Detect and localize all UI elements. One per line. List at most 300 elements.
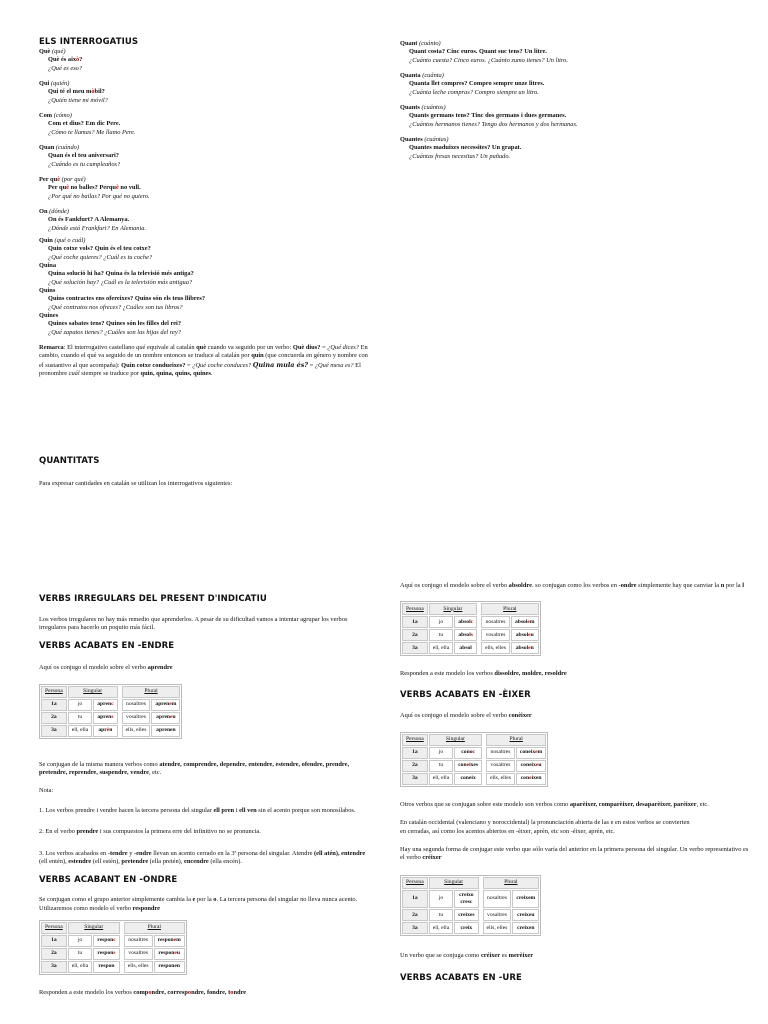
cell-sing-verb	[93, 712, 117, 724]
cell-gap	[480, 890, 482, 909]
verb-ending: è	[106, 727, 110, 734]
interrog-trans: (cuándo)	[55, 144, 79, 151]
endre-nota: Nota:	[39, 786, 54, 794]
cell-plur-pron: vosaltres	[122, 712, 151, 724]
quant-heading	[400, 104, 750, 112]
cell-sing-verb	[454, 747, 482, 759]
quant-es: ¿Cuánta leche compras? Compro siempre un litro.	[409, 88, 539, 96]
quant-es: ¿Cuántos hermanos tienes? Tengo dos hermanos y dos hermanas.	[409, 120, 578, 128]
perque-trans: (por qué)	[61, 175, 86, 183]
verb-ending: c	[470, 618, 474, 625]
th-persona: Persona	[402, 603, 428, 615]
oldre-resp	[400, 670, 750, 678]
on-word: On	[39, 207, 48, 215]
verb-stem: cono	[461, 749, 473, 756]
irreg-text: Los verbos irregulares no hay más remedio que aprenderlos. A pesar de su dificultad vamos a intentar agrupar los verbos irregulares para hacerlo un poquito más fácil.	[39, 616, 348, 632]
quant-es: ¿Cuánto cuesta? Cinco euros. ¿Cuánto zumo tienes? Un litro.	[409, 56, 568, 64]
quant-item	[400, 40, 750, 65]
on-es: ¿Dónde está Frankfurt? En Alemania.	[48, 224, 147, 232]
cell-sing-pron: jo	[68, 935, 92, 947]
n3-m3: (ell entén),	[39, 858, 69, 866]
cell-plur-verb	[512, 890, 539, 909]
oldre-i4: -ondre	[618, 582, 637, 589]
th-persona: Persona	[41, 922, 67, 934]
cell-person: 2a	[402, 629, 428, 641]
creixer-table-wrap	[400, 875, 750, 937]
cell-plur-pron: vosaltres	[124, 948, 153, 960]
endre-after-pre: Se conjugan de la misma manera verbos como	[39, 761, 160, 769]
ondre-resp	[39, 989, 369, 997]
cell-plur-verb	[516, 773, 546, 785]
ondre-r7: ndre	[233, 989, 247, 997]
cell-gap	[478, 629, 480, 641]
verb-stem: absol	[458, 631, 471, 638]
endre-note-2	[39, 828, 369, 836]
cell-plur-pron: nosaltres	[122, 699, 151, 711]
on-trans: (dónde)	[49, 207, 70, 215]
verb-ending: s	[111, 714, 114, 721]
remark-t10: quin	[251, 352, 264, 360]
cell-sing-verb	[93, 725, 117, 737]
n3-post: (ella encén).	[208, 858, 242, 866]
verb-ending: s	[113, 950, 116, 957]
interrog-item	[39, 48, 369, 73]
interrog-cat-post: ?	[79, 56, 83, 64]
quin-word: Quines	[39, 311, 59, 319]
cell-person: 2a	[41, 712, 67, 724]
n1-b: ell pren	[213, 807, 235, 815]
verb-stem: absol	[515, 631, 529, 638]
cell-plur-verb	[511, 629, 539, 641]
th-singular: Singular	[429, 877, 479, 889]
verb-stem: absol	[514, 618, 528, 625]
eixer-table	[400, 732, 548, 787]
cell-person: 2a	[402, 909, 428, 921]
verb-stem: respon	[97, 950, 114, 957]
n2-pre: 2. En el verbo	[39, 828, 77, 836]
cell-sing-pron: ell, ella	[68, 961, 92, 973]
endre-intro-verb: aprendre	[147, 663, 173, 671]
verb-stem: apr	[98, 727, 107, 734]
n3-f: encendre	[184, 858, 209, 866]
cell-sing-pron: tu	[68, 712, 92, 724]
interrog-es: ¿Cuándo es tu cumpleaños?	[48, 160, 121, 168]
endre-after	[39, 761, 369, 778]
remark-t3: equivale al catalán	[145, 343, 197, 351]
th-persona: Persona	[402, 734, 428, 746]
interrog-cat-hl: ò	[91, 88, 95, 96]
verb-stem: absol	[459, 644, 472, 651]
quant-cat: Quants germans tens? Tinc dos germans i dues germanes.	[409, 112, 567, 120]
interrog-word: Què	[39, 48, 51, 56]
verb-tail: m	[537, 749, 543, 756]
remark-t16: =	[308, 361, 315, 369]
cell-person: 2a	[402, 760, 428, 772]
cell-person: 1a	[402, 890, 428, 909]
cell-plur-pron: nosaltres	[481, 616, 510, 628]
cell-sing-verb	[454, 773, 482, 785]
interrog-title: ELS INTERROGATIUS	[39, 37, 139, 47]
n3-pre: 3. Los verbos acabados en	[39, 849, 108, 857]
th-gap	[480, 877, 482, 889]
cell-plur-pron: nosaltres	[124, 935, 153, 947]
remark-t11: (que concuerda en género y nombre con el sustantivo al que acompaña):	[39, 352, 368, 369]
quant-cat: Quantes maduixes necessites? Un grapat.	[409, 144, 522, 152]
verb-stem: coneix	[519, 749, 536, 756]
interrog-word: Qui	[39, 80, 50, 88]
verb-tail: n	[530, 644, 534, 651]
verb-stem: aprenen	[156, 727, 176, 734]
cell-sing-verb	[454, 922, 478, 934]
verb-ending: e	[535, 749, 538, 756]
quant-trans: (cuántas)	[424, 135, 449, 143]
table-row	[402, 629, 539, 641]
cell-plur-verb	[151, 699, 180, 711]
eixer-l4: merèixer	[508, 952, 534, 960]
th-persona: Persona	[41, 686, 67, 698]
verb-tail: m	[176, 937, 181, 944]
table-row	[402, 760, 546, 772]
interrog-heading	[39, 48, 369, 56]
remark-t21: quin, quina, quins, quines	[140, 369, 211, 377]
interrog-cat-pre: Com et dius? Em dic Pere.	[48, 120, 121, 128]
interrog-es: ¿Cómo te llamas? Me llamo Pere.	[48, 128, 136, 136]
th-singular: Singular	[429, 734, 482, 746]
ondre-resp-pre: Responden a este modelo los verbos	[39, 989, 134, 997]
verb-stem: apren	[97, 714, 112, 721]
cell-plur-verb	[151, 725, 180, 737]
perque-word: Per qu	[39, 175, 58, 183]
quin-es: ¿Qué zapatos tienes? ¿Cuáles son las hijas del rey?	[48, 328, 181, 336]
eixer-s1: Hay una segunda forma de conjugar este verbo que sólo varía del anterior en la primera persona del singular. Un verbo representativo es el verbo	[400, 846, 749, 862]
ondre-r1: comp	[133, 989, 149, 997]
remark-label: Remarca	[39, 343, 64, 351]
cell-plur-verb	[511, 642, 539, 654]
quin-trans: (qué o cuál)	[54, 236, 86, 244]
cell-sing-pron: ell, ella	[429, 922, 453, 934]
ondre-r6: o	[230, 989, 234, 997]
interrog-es: ¿Quién tiene mi móvil?	[48, 96, 108, 104]
table-row	[41, 725, 180, 737]
perque-es: ¿Por qué no bailas? Por qué no quiero.	[48, 192, 150, 200]
cell-plur-pron: ells, elles	[486, 773, 515, 785]
quin-cat: Quines sabates tens? Quines són les filles del rei?	[48, 320, 182, 328]
perque-cat-a-hl: è	[66, 184, 70, 192]
verb-ending: e	[535, 762, 539, 769]
verb-ending: e	[173, 937, 177, 944]
ondre-t6: respondre	[132, 904, 160, 912]
cell-sing-verb	[454, 909, 478, 921]
table-row	[41, 961, 185, 973]
table-row	[41, 948, 185, 960]
verb-tail: ixen	[531, 775, 542, 782]
verb-tail: n	[109, 727, 113, 734]
quantitats-title: QUANTITATS	[39, 456, 100, 466]
verb-stem: coneix	[520, 762, 536, 769]
th-gap	[483, 734, 485, 746]
n1-pre: 1. Los verbos prendre i vendre hacen la tercera persona del singular	[39, 807, 214, 815]
cell-plur-pron: nosaltres	[486, 747, 515, 759]
cell-sing-pron: tu	[429, 629, 453, 641]
cell-plur-verb	[511, 616, 539, 628]
cell-gap	[119, 712, 121, 724]
cell-sing-pron: jo	[429, 747, 453, 759]
cell-gap	[121, 961, 123, 973]
table-row	[41, 935, 185, 947]
verb-tail: m	[529, 618, 535, 625]
endre-after-verbs: atendre, comprendre, dependre, entendre, estendre, ofendre, prendre, pretendre, reprendre, suspendre, vendre	[39, 761, 350, 777]
cell-sing-pron: jo	[429, 616, 453, 628]
ondre-title: VERBS ACABANT EN -ONDRE	[39, 875, 178, 886]
quant-trans: (cuánto)	[419, 40, 441, 47]
on-group	[39, 208, 369, 233]
verb-ending: c	[111, 701, 114, 708]
verb-stem: respon	[98, 963, 115, 970]
cell-plur-pron: ells, elles	[483, 922, 512, 934]
remark-t20: siempre se traduce por	[79, 369, 141, 377]
cell-plur-verb	[154, 948, 185, 960]
eixer-other	[400, 801, 750, 809]
interrog-list	[39, 48, 369, 169]
quin-word: Quina	[39, 261, 57, 269]
ondre-t1: Se conjugan como el grupo anterior simplemente cambia la	[39, 896, 193, 904]
eixer-occ: En catalán occidental (valenciano y noroccidental) la pronunciación abierta de las e en estos verbos se convierten	[400, 819, 690, 827]
quant-cat: Quanta llet compres? Compro sempre unze litres.	[409, 80, 545, 88]
eixer-o1: Otros verbos que se conjugan sobre este modelo son verbos como	[400, 801, 570, 809]
quin-word: Quins	[39, 286, 56, 294]
th-plural: Plural	[124, 922, 185, 934]
verb-stem: creixeu	[517, 911, 535, 918]
quin-cat: Quina solució hi ha? Quina és la televisió més antiga?	[48, 270, 194, 278]
verb-stem: creixes	[458, 911, 475, 918]
endre-intro	[39, 664, 369, 672]
oldre-intro	[400, 582, 750, 590]
eixer-title: VERBS ACABATS EN -ÈIXER	[400, 689, 531, 700]
cell-plur-pron: nosaltres	[483, 890, 512, 909]
verb-ending: e	[528, 631, 531, 638]
ondre-t3: por la	[195, 896, 214, 904]
cell-gap	[480, 922, 482, 934]
th-singular: Singular	[429, 603, 477, 615]
quin-cat: Quins contractes ens ofereixes? Quins són els teus llibres?	[48, 295, 206, 303]
table-row	[402, 890, 539, 909]
cell-gap	[483, 773, 485, 785]
oldre-i6: n	[720, 582, 725, 589]
cell-sing-verb	[93, 699, 117, 711]
quin-word: Quin	[39, 236, 53, 244]
verb-ending: e	[169, 701, 172, 708]
quant-item	[400, 72, 750, 97]
n3-d: estendre	[68, 858, 92, 866]
verb-stem: apren	[97, 701, 112, 708]
verb-ending: e	[170, 714, 173, 721]
quant-word: Quantes	[400, 135, 423, 143]
verb-stem: creixem	[516, 895, 536, 902]
interrog-cat-post: bil?	[94, 88, 105, 96]
quin-list	[39, 237, 369, 337]
cell-gap	[478, 616, 480, 628]
remark-t4: què	[196, 343, 207, 351]
interrog-trans: (qué)	[51, 48, 66, 56]
cell-sing-verb	[454, 629, 477, 641]
cell-plur-verb	[512, 922, 539, 934]
th-gap	[478, 603, 480, 615]
interrog-cat	[39, 88, 369, 96]
eixer-l3: es	[500, 952, 509, 960]
n2-b: prendre	[76, 828, 99, 836]
verb-ending: e	[528, 644, 531, 651]
cell-sing-verb	[454, 642, 477, 654]
quant-heading	[400, 72, 750, 80]
cell-sing-verb	[454, 616, 477, 628]
interrog-cat-pre: Quan és el teu aniversari?	[48, 152, 120, 160]
endre-title: VERBS ACABATS EN -ENDRE	[39, 640, 175, 651]
interrog-cat-pre: Qui té el meu m	[48, 88, 92, 96]
perque-cat-b: no balles? Perqu	[69, 184, 116, 192]
quin-es: ¿Qué solución hay? ¿Cuál es la televisión más antigua?	[48, 278, 193, 286]
n3-e: pretendre	[121, 858, 149, 866]
quant-heading	[400, 136, 750, 144]
quantitats-text: Para expresar cantidades en catalán se utilizan los interrogativos siguientes:	[39, 480, 233, 488]
oldre-i8: l	[742, 582, 744, 589]
oldre-i5: simplemente hay que canviar la	[636, 582, 721, 589]
cell-person: 1a	[402, 616, 428, 628]
th-persona: Persona	[402, 877, 428, 889]
n3-m4: (ell estén),	[91, 858, 122, 866]
n3-b: -endre	[134, 849, 152, 857]
oldre-table	[400, 601, 541, 656]
perque-word-hl: è	[57, 175, 61, 183]
cell-plur-pron: vosaltres	[486, 760, 515, 772]
verb-tail: u	[530, 631, 534, 638]
interrog-cat-pre: Què és aix	[48, 56, 77, 64]
quant-list	[400, 40, 750, 161]
eixer-i1: Aquí os conjugo el modelo sobre el verbo	[400, 711, 509, 719]
n3-m1: y	[127, 849, 135, 857]
interrog-item	[39, 80, 369, 105]
cell-sing-pron: jo	[429, 890, 453, 909]
interrog-heading	[39, 144, 369, 152]
verb-stem: apren	[155, 701, 170, 708]
cell-plur-verb	[151, 712, 180, 724]
cell-sing-pron: tu	[68, 948, 92, 960]
cell-plur-verb	[512, 909, 539, 921]
cell-person: 3a	[402, 922, 428, 934]
th-plural: Plural	[481, 603, 538, 615]
cell-person: 1a	[41, 935, 67, 947]
cell-gap	[478, 642, 480, 654]
oldre-i1: Aquí os conjugo el modelo sobre el verbo	[400, 582, 509, 589]
quant-word: Quanta	[400, 71, 421, 79]
verb-tail: u	[172, 714, 176, 721]
eixer-occ2: en cerradas, así como los acentos abiertos en -èixer, aprèn, etc son -éixer, aprén, etc.	[400, 827, 615, 835]
cell-gap	[483, 760, 485, 772]
oldre-i7: por la	[724, 582, 743, 589]
interrog-trans: (quién)	[50, 80, 70, 88]
eixer-intro	[400, 712, 750, 720]
quant-trans: (cuántos)	[421, 103, 446, 111]
verb-ending: e	[527, 618, 530, 625]
cell-plur-pron: ells, elles	[122, 725, 151, 737]
verb-stem: absol	[458, 618, 471, 625]
cell-sing-pron: ell, ella	[68, 725, 92, 737]
verb-tail: ixes	[469, 762, 479, 769]
verb-stem: respon	[97, 937, 114, 944]
cell-sing-pron: tu	[429, 760, 453, 772]
cell-plur-pron: vosaltres	[483, 909, 512, 921]
cell-person: 1a	[41, 699, 67, 711]
interrog-trans: (cómo)	[53, 112, 72, 120]
verb-stem: respon	[157, 937, 174, 944]
ondre-r3: ndre, corresp	[151, 989, 188, 997]
ure-title: VERBS ACABATS EN -URE	[400, 972, 522, 983]
cell-sing-verb	[93, 935, 120, 947]
eixer-second	[400, 846, 750, 863]
th-singular: Singular	[68, 686, 118, 698]
remark-t2: qué	[136, 343, 146, 351]
interrog-es: ¿Qué es eso?	[48, 64, 83, 72]
endre-note-3	[39, 850, 369, 867]
verb-stem: apren	[156, 714, 171, 721]
cell-plur-verb	[516, 760, 546, 772]
remark-t8: ¿Qué dices?	[327, 343, 359, 351]
verb-ending: c	[472, 749, 475, 756]
cell-gap	[483, 747, 485, 759]
irreg-title: VERBS IRREGULARS DEL PRESENT D'INDICATIU	[39, 594, 267, 604]
th-plural: Plural	[486, 734, 546, 746]
remark-paragraph	[39, 344, 369, 378]
quin-heading	[39, 237, 369, 245]
table-row	[41, 699, 180, 711]
cell-gap	[480, 909, 482, 921]
oldre-table-wrap	[400, 601, 750, 656]
right-column-top	[400, 40, 750, 168]
eixer-like	[400, 952, 750, 960]
ondre-r2: o	[148, 989, 152, 997]
table-row	[402, 773, 546, 785]
th-plural: Plural	[122, 686, 181, 698]
cell-sing-pron: tu	[429, 909, 453, 921]
quin-heading	[39, 262, 369, 270]
interrog-cat	[39, 56, 369, 64]
n1-b2: ell ven	[239, 807, 257, 815]
quin-es: ¿Qué contratos nos ofreces? ¿Cuáles son tus libros?	[48, 303, 183, 311]
cell-sing-pron: jo	[68, 699, 92, 711]
cell-gap	[121, 948, 123, 960]
cell-person: 2a	[41, 948, 67, 960]
cell-sing-pron: ell, ella	[429, 773, 453, 785]
verb-stem: con	[458, 762, 467, 769]
ondre-table	[39, 920, 187, 975]
quant-cat: Quant costa? Cinc euros. Quant suc tens? Un litre.	[409, 48, 547, 56]
verb-tail: m	[171, 701, 177, 708]
th-gap	[121, 922, 123, 934]
cell-person: 3a	[402, 642, 428, 654]
oldre-i3: . so conjugan como los verbos en	[531, 582, 619, 589]
endre-after-post: , etc.	[148, 769, 162, 777]
quant-heading	[400, 40, 750, 48]
perque-cat-a: Per qu	[48, 184, 67, 192]
table-row	[402, 747, 546, 759]
remark-t1: : El interrogativo castellano	[63, 343, 137, 351]
verb-stem: absol	[515, 644, 529, 651]
cell-plur-pron: ells, elles	[124, 961, 153, 973]
verb-ending: e	[529, 775, 532, 782]
left-column	[39, 37, 369, 378]
interrog-cat	[39, 152, 369, 160]
cell-plur-pron: vosaltres	[481, 629, 510, 641]
verb-stem: cresc	[460, 898, 473, 905]
